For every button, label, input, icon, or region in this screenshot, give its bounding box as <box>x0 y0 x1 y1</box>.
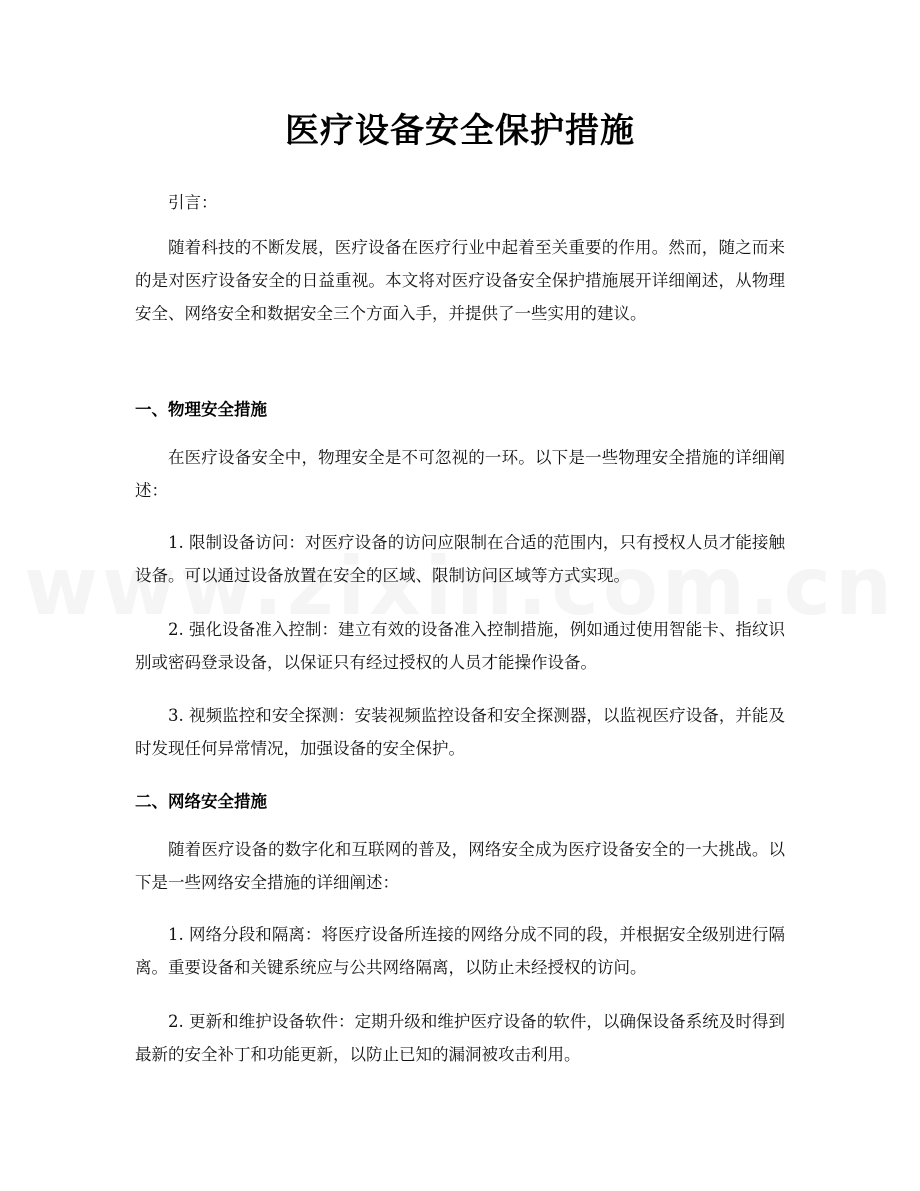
intro-label: 引言： <box>168 193 218 212</box>
list-item-network-2: 2. 更新和维护设备软件：定期升级和维护医疗设备的软件，以确保设备系统及时得到最新的安全补丁和功能更新，以防止已知的漏洞被攻击利用。 <box>135 1012 785 1064</box>
document-title: 医疗设备安全保护措施 <box>285 111 635 151</box>
list-item-physical-3: 3. 视频监控和安全探测：安装视频监控设备和安全探测器，以监视医疗设备，并能及时发现任何异常情况，加强设备的安全保护。 <box>135 706 785 758</box>
list-item-physical-1: 1. 限制设备访问：对医疗设备的访问应限制在合适的范围内，只有授权人员才能接触设备。可以通过设备放置在安全的区域、限制访问区域等方式实现。 <box>135 533 785 585</box>
section-intro-network: 随着医疗设备的数字化和互联网的普及，网络安全成为医疗设备安全的一大挑战。以下是一些网络安全措施的详细阐述： <box>135 840 785 892</box>
list-item-network-1: 1. 网络分段和隔离：将医疗设备所连接的网络分成不同的段，并根据安全级别进行隔离。重要设备和关键系统应与公共网络隔离，以防止未经授权的访问。 <box>135 925 785 977</box>
section-intro-physical: 在医疗设备安全中，物理安全是不可忽视的一环。以下是一些物理安全措施的详细阐述： <box>135 448 785 500</box>
list-item-physical-2: 2. 强化设备准入控制：建立有效的设备准入控制措施，例如通过使用智能卡、指纹识别或密码登录设备，以保证只有经过授权的人员才能操作设备。 <box>135 620 785 672</box>
section-heading-physical: 一、物理安全措施 <box>135 400 267 419</box>
section-heading-network: 二、网络安全措施 <box>135 792 267 811</box>
intro-paragraph: 随着科技的不断发展，医疗设备在医疗行业中起着至关重要的作用。然而，随之而来的是对医疗设备安全的日益重视。本文将对医疗设备安全保护措施展开详细阐述，从物理安全、网络安全和数据安全三个方面入手，并提供了一些实用的建议。 <box>135 238 785 323</box>
